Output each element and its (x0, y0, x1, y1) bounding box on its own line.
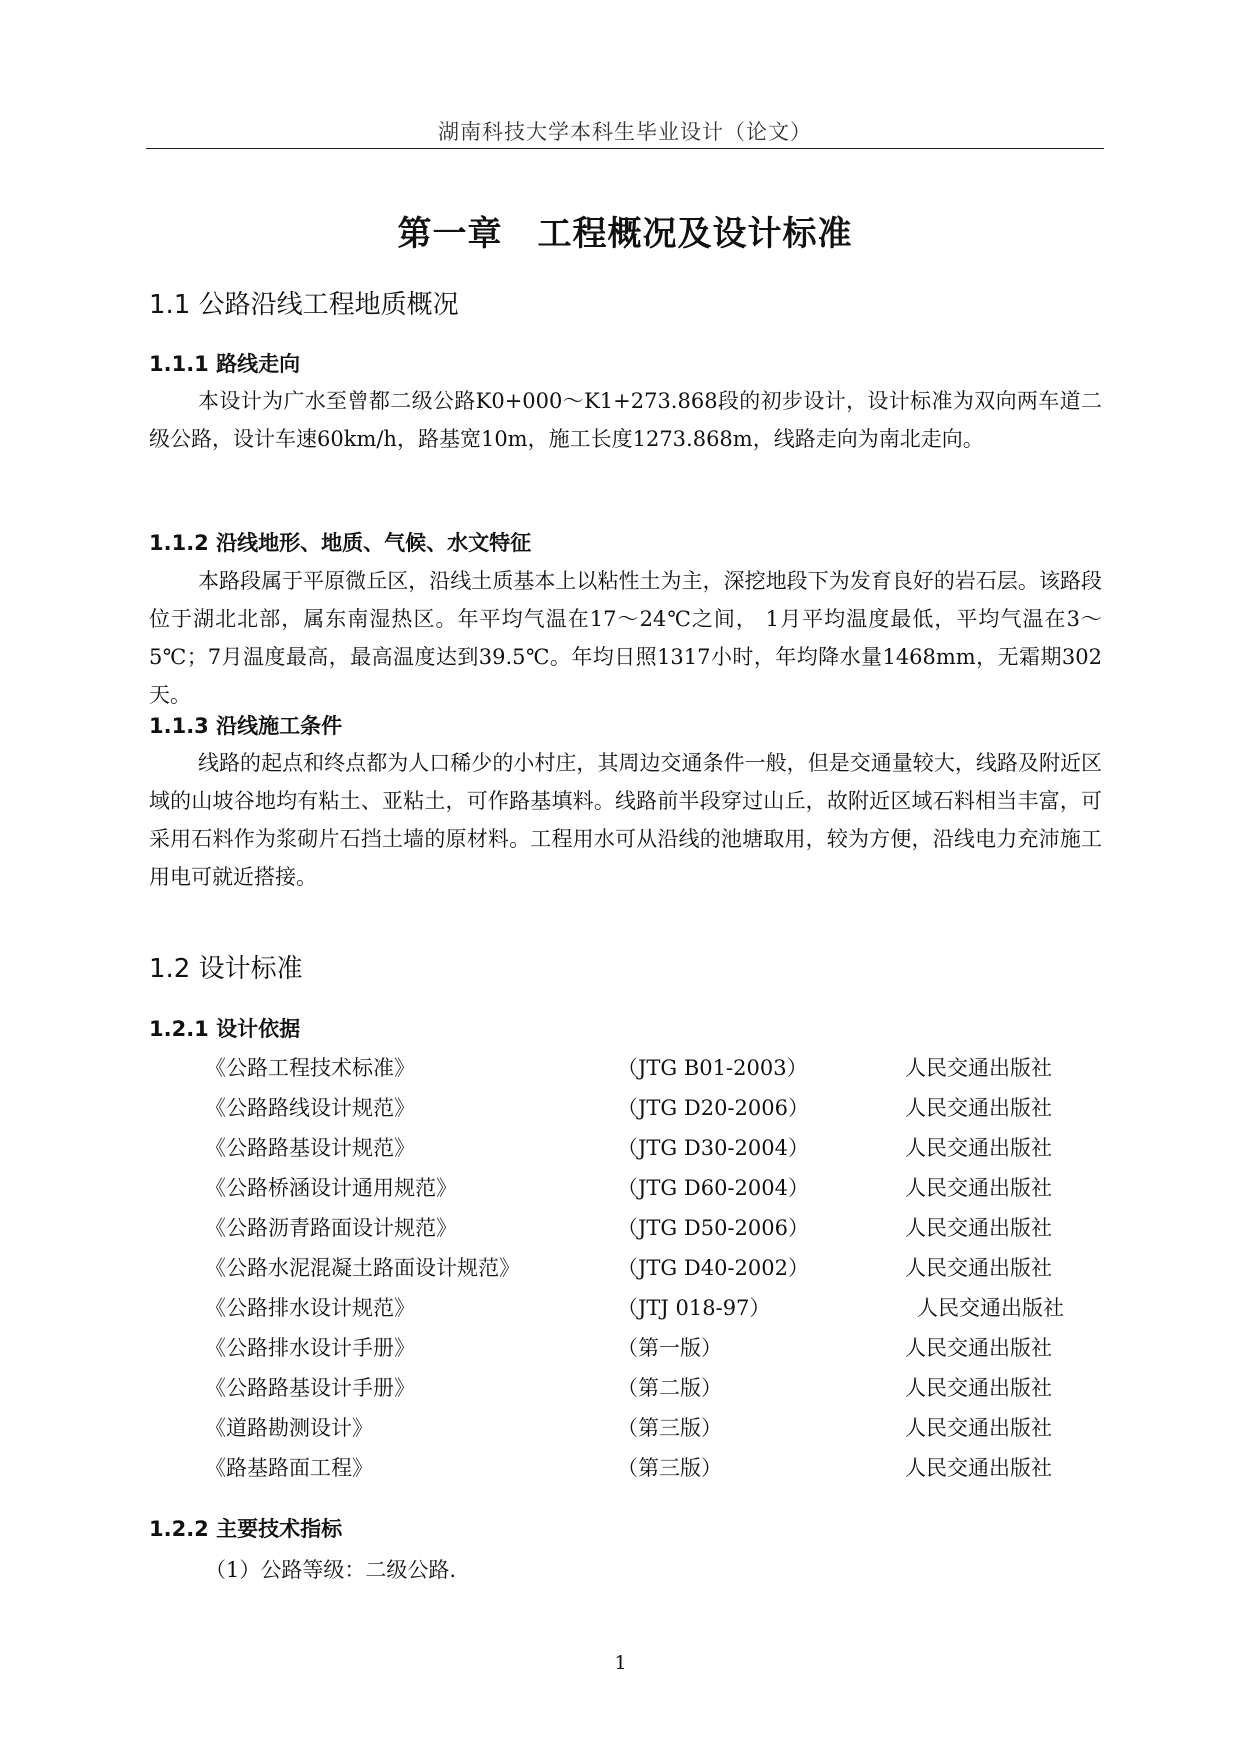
reference-code: （JTG B01-2003） (617, 1056, 808, 1080)
reference-title: 《公路排水设计手册》 (205, 1336, 415, 1360)
reference-publisher: 人民交通出版社 (905, 1456, 1052, 1480)
reference-publisher: 人民交通出版社 (905, 1336, 1052, 1360)
paragraph-terrain: 本路段属于平原微丘区，沿线土质基本上以粘性土为主，深挖地段下为发育良好的岩石层。该路段位于湖北北部，属东南湿热区。年平均气温在17～24℃之间， 1月平均温度最低，平均气温在3～5℃；7月温度最高，最高温度达到39.5℃。年均日照1317小时，年均降水量1468mm，无霜期302天。 (149, 569, 1102, 707)
header-rule (146, 148, 1104, 149)
reference-row (205, 1252, 1105, 1286)
reference-row (205, 1412, 1105, 1446)
section-heading-1-2: 1.2 设计标准 (149, 954, 303, 984)
subsection-heading-1-2-1: 1.2.1 设计依据 (149, 1017, 301, 1041)
reference-code: （JTG D30-2004） (617, 1136, 809, 1160)
reference-title: 《公路路基设计规范》 (205, 1136, 415, 1160)
subsection-heading-1-2-2: 1.2.2 主要技术指标 (149, 1517, 343, 1541)
reference-publisher: 人民交通出版社 (905, 1136, 1052, 1160)
reference-title: 《公路路线设计规范》 (205, 1096, 415, 1120)
reference-row (205, 1332, 1105, 1366)
reference-code: （第一版） (617, 1336, 722, 1360)
reference-row (205, 1292, 1105, 1326)
reference-code: （JTG D50-2006） (617, 1216, 809, 1240)
reference-publisher: 人民交通出版社 (905, 1056, 1052, 1080)
reference-row (205, 1212, 1105, 1246)
section-heading-1-1: 1.1 公路沿线工程地质概况 (149, 290, 459, 320)
paragraph-construction: 线路的起点和终点都为人口稀少的小村庄，其周边交通条件一般，但是交通量较大，线路及附近区域的山坡谷地均有粘土、亚粘土，可作路基填料。线路前半段穿过山丘，故附近区域石料相当丰富，可采用石料作为浆砌片石挡土墙的原材料。工程用水可从沿线的池塘取用，较为方便，沿线电力充沛施工用电可就近搭接。 (149, 751, 1102, 889)
reference-code: （第三版） (617, 1416, 722, 1440)
reference-code: （JTG D60-2004） (617, 1176, 809, 1200)
reference-code: （JTG D40-2002） (617, 1256, 809, 1280)
reference-publisher: 人民交通出版社 (905, 1096, 1052, 1120)
reference-row (205, 1372, 1105, 1406)
reference-title: 《路基路面工程》 (205, 1456, 373, 1480)
reference-code: （JTG D20-2006） (617, 1096, 809, 1120)
reference-code: （第二版） (617, 1376, 722, 1400)
reference-publisher: 人民交通出版社 (917, 1296, 1064, 1320)
reference-code: （JTJ 018-97） (617, 1296, 771, 1320)
reference-row (205, 1452, 1105, 1486)
reference-title: 《公路沥青路面设计规范》 (205, 1216, 457, 1240)
subsection-heading-1-1-1: 1.1.1 路线走向 (149, 352, 301, 376)
subsection-heading-1-1-3: 1.1.3 沿线施工条件 (149, 714, 343, 738)
reference-publisher: 人民交通出版社 (905, 1376, 1052, 1400)
reference-title: 《公路水泥混凝土路面设计规范》 (205, 1256, 520, 1280)
reference-code: （第三版） (617, 1456, 722, 1480)
page-number: 1 (614, 1652, 627, 1674)
reference-title: 《道路勘测设计》 (205, 1416, 373, 1440)
subsection-heading-1-1-2: 1.1.2 沿线地形、地质、气候、水文特征 (149, 531, 532, 555)
reference-title: 《公路路基设计手册》 (205, 1376, 415, 1400)
paragraph-route: 本设计为广水至曾都二级公路K0+000～K1+273.868段的初步设计，设计标准为双向两车道二级公路，设计车速60km/h，路基宽10m，施工长度1273.868m，线路走向为南北走向。 (149, 389, 1102, 451)
reference-publisher: 人民交通出版社 (905, 1256, 1052, 1280)
reference-row (205, 1092, 1105, 1126)
reference-publisher: 人民交通出版社 (905, 1416, 1052, 1440)
reference-publisher: 人民交通出版社 (905, 1216, 1052, 1240)
reference-title: 《公路排水设计规范》 (205, 1296, 415, 1320)
reference-publisher: 人民交通出版社 (905, 1176, 1052, 1200)
spec-item: （1）公路等级：二级公路. (205, 1558, 457, 1582)
chapter-title: 第一章 工程概况及设计标准 (397, 214, 853, 254)
reference-row (205, 1132, 1105, 1166)
reference-row (205, 1052, 1105, 1086)
reference-title: 《公路桥涵设计通用规范》 (205, 1176, 457, 1200)
reference-title: 《公路工程技术标准》 (205, 1056, 415, 1080)
running-header: 湖南科技大学本科生毕业设计（论文） (438, 120, 812, 144)
reference-row (205, 1172, 1105, 1206)
